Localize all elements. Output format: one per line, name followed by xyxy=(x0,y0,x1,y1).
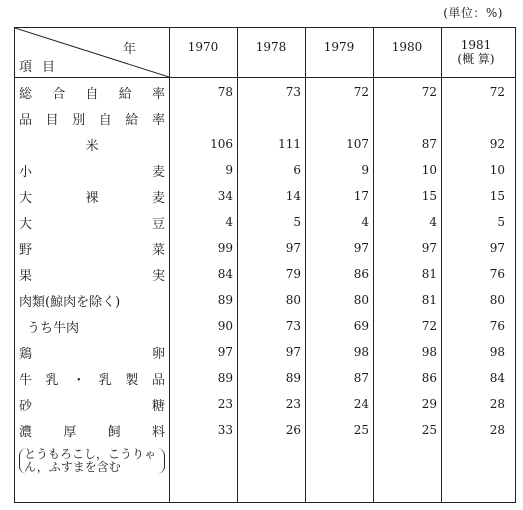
value-cell: 9 xyxy=(225,163,233,177)
unit-note: (単位：%) xyxy=(443,6,503,20)
value-cell: 92 xyxy=(489,137,505,151)
self-sufficiency-table xyxy=(14,27,516,503)
row-label: 濃 厚 飼 料 xyxy=(19,424,165,440)
row-label: 大 豆 xyxy=(19,216,165,232)
value-cell xyxy=(237,106,301,130)
value-cell: 17 xyxy=(353,189,369,203)
value-cell: 80 xyxy=(285,293,301,307)
value-cell: 33 xyxy=(217,423,233,437)
value-cell: 84 xyxy=(217,267,233,281)
table-row xyxy=(15,236,517,260)
header-item-label: 項目 xyxy=(19,60,66,75)
value-cell: 80 xyxy=(489,293,505,307)
value-cell xyxy=(441,106,505,130)
year-1970: 1970 xyxy=(187,40,219,54)
table-row xyxy=(15,418,517,442)
header-year-label: 年 xyxy=(123,42,137,57)
value-cell: 89 xyxy=(285,371,301,385)
value-cell: 15 xyxy=(489,189,505,203)
value-cell: 97 xyxy=(421,241,437,255)
value-cell: 97 xyxy=(217,345,233,359)
row-label: 牛 乳 ・ 乳 製 品 xyxy=(19,372,165,388)
value-cell: 99 xyxy=(217,241,233,255)
value-cell: 107 xyxy=(346,137,369,151)
value-cell: 98 xyxy=(421,345,437,359)
table-row xyxy=(15,210,517,234)
table-row xyxy=(15,132,517,156)
value-cell: 34 xyxy=(217,189,233,203)
row-label: 砂 糖 xyxy=(19,398,165,414)
value-cell: 76 xyxy=(489,319,505,333)
row-label: うち牛肉 xyxy=(27,320,80,336)
value-cell: 25 xyxy=(353,423,369,437)
value-cell: 97 xyxy=(285,345,301,359)
value-cell: 81 xyxy=(421,293,437,307)
value-cell: 78 xyxy=(217,85,233,99)
value-cell: 90 xyxy=(217,319,233,333)
header-divider xyxy=(15,77,515,78)
year-1981-estimate: (概 算) xyxy=(457,52,495,66)
table-row xyxy=(15,262,517,286)
row-label: 小 麦 xyxy=(19,164,165,180)
value-cell: 23 xyxy=(217,397,233,411)
value-cell: 73 xyxy=(285,85,301,99)
value-cell: 76 xyxy=(489,267,505,281)
value-cell: 84 xyxy=(489,371,505,385)
value-cell: 72 xyxy=(489,85,505,99)
row-label: 鶏 卵 xyxy=(19,346,165,362)
value-cell xyxy=(169,106,233,130)
value-cell: 73 xyxy=(285,319,301,333)
value-cell: 9 xyxy=(361,163,369,177)
value-cell: 97 xyxy=(285,241,301,255)
value-cell: 72 xyxy=(421,85,437,99)
value-cell: 15 xyxy=(421,189,437,203)
row-label: 米 xyxy=(85,138,99,154)
value-cell: 86 xyxy=(421,371,437,385)
value-cell: 87 xyxy=(353,371,369,385)
row-label: 肉類(鯨肉を除く) xyxy=(19,294,121,310)
year-1979: 1979 xyxy=(323,40,355,54)
value-cell: 28 xyxy=(489,423,505,437)
value-cell xyxy=(373,106,437,130)
value-cell: 111 xyxy=(278,137,301,151)
table-row xyxy=(15,106,517,130)
row-label: 品 目 別 自 給 率 xyxy=(19,112,165,128)
value-cell: 89 xyxy=(217,293,233,307)
table-row xyxy=(15,392,517,416)
value-cell: 69 xyxy=(353,319,369,333)
year-1980: 1980 xyxy=(391,40,423,54)
value-cell: 97 xyxy=(353,241,369,255)
year-1978: 1978 xyxy=(255,40,287,54)
table-row xyxy=(15,288,517,312)
value-cell: 26 xyxy=(285,423,301,437)
value-cell: 80 xyxy=(353,293,369,307)
value-cell: 89 xyxy=(217,371,233,385)
row-label: 総 合 自 給 率 xyxy=(19,86,165,102)
table-row xyxy=(15,340,517,364)
table-row xyxy=(15,366,517,390)
value-cell: 86 xyxy=(353,267,369,281)
value-cell: 29 xyxy=(421,397,437,411)
table-row xyxy=(15,80,517,104)
value-cell: 98 xyxy=(489,345,505,359)
value-cell: 81 xyxy=(421,267,437,281)
value-cell: 5 xyxy=(497,215,505,229)
value-cell: 98 xyxy=(353,345,369,359)
row-label: 果 実 xyxy=(19,268,165,284)
value-cell: 87 xyxy=(421,137,437,151)
value-cell: 25 xyxy=(421,423,437,437)
value-cell: 28 xyxy=(489,397,505,411)
value-cell: 97 xyxy=(489,241,505,255)
feed-note: とうもろこし，こうりゃん，ふすまを含む xyxy=(19,448,165,474)
value-cell: 72 xyxy=(353,85,369,99)
value-cell: 106 xyxy=(210,137,233,151)
year-1981-value: 1981 xyxy=(460,38,492,52)
table-row xyxy=(15,158,517,182)
value-cell: 23 xyxy=(285,397,301,411)
value-cell: 4 xyxy=(361,215,369,229)
value-cell: 24 xyxy=(353,397,369,411)
table-row xyxy=(15,314,517,338)
value-cell: 79 xyxy=(285,267,301,281)
value-cell xyxy=(305,106,369,130)
value-cell: 5 xyxy=(293,215,301,229)
value-cell: 6 xyxy=(293,163,301,177)
table-row xyxy=(15,184,517,208)
value-cell: 4 xyxy=(429,215,437,229)
value-cell: 14 xyxy=(285,189,301,203)
row-label: 大 裸 麦 xyxy=(19,190,165,206)
year-1981 xyxy=(443,38,509,66)
value-cell: 10 xyxy=(489,163,505,177)
row-label: 野 菜 xyxy=(19,242,165,258)
value-cell: 10 xyxy=(421,163,437,177)
value-cell: 4 xyxy=(225,215,233,229)
value-cell: 72 xyxy=(421,319,437,333)
